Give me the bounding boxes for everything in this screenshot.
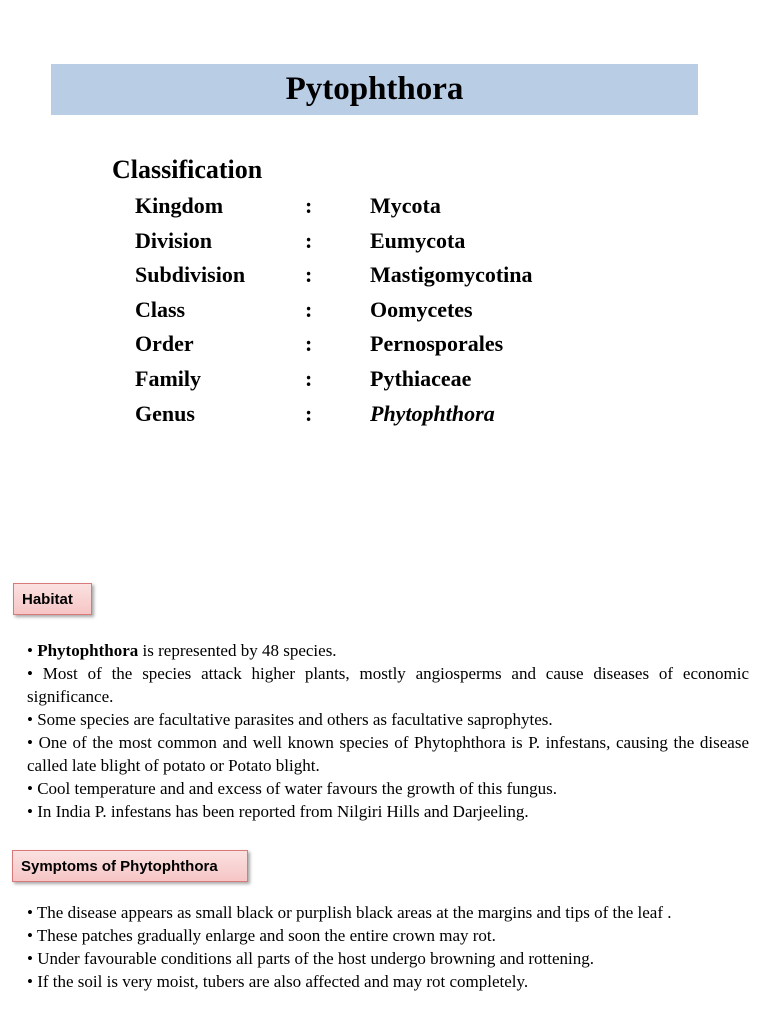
list-item bbox=[27, 777, 749, 800]
habitat-section-tag bbox=[13, 583, 92, 615]
rank-label: Order bbox=[135, 331, 194, 357]
separator-colon: : bbox=[305, 331, 313, 357]
separator-colon: : bbox=[305, 400, 313, 426]
list-item bbox=[27, 901, 749, 924]
rank-value: Phytophthora bbox=[370, 400, 495, 426]
classification-heading: Classification bbox=[112, 155, 263, 184]
classification-row-division bbox=[135, 228, 655, 263]
list-item bbox=[27, 924, 749, 947]
bold-term: Phytophthora bbox=[37, 641, 139, 660]
list-item bbox=[27, 731, 749, 777]
rank-label: Family bbox=[135, 365, 201, 391]
rank-label: Kingdom bbox=[135, 193, 224, 218]
separator-colon: : bbox=[305, 227, 313, 253]
bullet-marker: • bbox=[27, 664, 43, 683]
list-item bbox=[27, 970, 749, 993]
bullet-marker: • bbox=[27, 926, 37, 945]
rank-label: Class bbox=[135, 296, 186, 322]
list-item bbox=[27, 708, 749, 731]
separator-colon: : bbox=[305, 193, 313, 218]
rank-value: Mastigomycotina bbox=[370, 262, 533, 288]
symptoms-section-tag bbox=[12, 850, 248, 882]
bullet-marker: • bbox=[27, 949, 38, 968]
rank-value: Oomycetes bbox=[370, 296, 473, 322]
page-title: Pytophthora bbox=[285, 71, 464, 107]
separator-colon: : bbox=[305, 296, 313, 322]
list-item bbox=[27, 947, 749, 970]
list-item bbox=[27, 800, 749, 823]
symptoms-label: Symptoms of Phytophthora bbox=[21, 857, 218, 875]
habitat-bullet-list bbox=[27, 639, 749, 823]
bullet-text: Under favourable conditions all parts of the host undergo browning and rottening. bbox=[37, 949, 594, 968]
rank-value: Eumycota bbox=[370, 227, 466, 253]
list-item bbox=[27, 639, 749, 662]
rank-value: Pernosporales bbox=[370, 331, 504, 357]
rank-value: Mycota bbox=[370, 193, 441, 218]
bullet-text: These patches gradually enlarge and soon the entire crown may rot. bbox=[36, 926, 496, 945]
bullet-text: Some species are facultative parasites and others as facultative saprophytes. bbox=[37, 710, 553, 729]
bullet-text: The disease appears as small black or purplish black areas at the margins and tips of the leaf . bbox=[36, 903, 672, 922]
classification-row-subdivision bbox=[135, 262, 655, 297]
bullet-text: Cool temperature and and excess of water favours the growth of this fungus. bbox=[37, 779, 557, 798]
bullet-text: Most of the species attack higher plants, mostly angiosperms and cause diseases of economic significance. bbox=[27, 664, 750, 706]
rank-label: Genus bbox=[135, 400, 195, 426]
rank-label: Subdivision bbox=[135, 262, 246, 288]
bullet-text: is represented by 48 species. bbox=[138, 641, 337, 660]
habitat-label: Habitat bbox=[22, 590, 73, 608]
rank-label: Division bbox=[135, 227, 213, 253]
symptoms-bullet-list bbox=[27, 901, 749, 993]
classification-table bbox=[135, 193, 655, 435]
classification-row-family bbox=[135, 366, 655, 401]
bullet-marker: • bbox=[27, 641, 38, 660]
bullet-marker: • bbox=[27, 903, 37, 922]
separator-colon: : bbox=[305, 262, 313, 288]
classification-row-order bbox=[135, 331, 655, 366]
bullet-text: In India P. infestans has been reported from Nilgiri Hills and Darjeeling. bbox=[37, 802, 529, 821]
bullet-marker: • bbox=[27, 733, 39, 752]
title-banner bbox=[51, 64, 698, 115]
bullet-text: One of the most common and well known species of Phytophthora is P. infestans, causing the disease called late blight of potato or Potato blight. bbox=[27, 733, 750, 775]
classification-row-genus bbox=[135, 401, 655, 436]
separator-colon: : bbox=[305, 365, 313, 391]
list-item bbox=[27, 662, 749, 708]
classification-row-kingdom bbox=[135, 193, 655, 228]
bullet-marker: • bbox=[27, 710, 38, 729]
bullet-marker: • bbox=[27, 779, 38, 798]
bullet-text: If the soil is very moist, tubers are also affected and may rot completely. bbox=[37, 972, 529, 991]
bullet-marker: • bbox=[27, 972, 38, 991]
classification-row-class bbox=[135, 297, 655, 332]
bullet-marker: • bbox=[27, 802, 38, 821]
rank-value: Pythiaceae bbox=[370, 365, 472, 391]
